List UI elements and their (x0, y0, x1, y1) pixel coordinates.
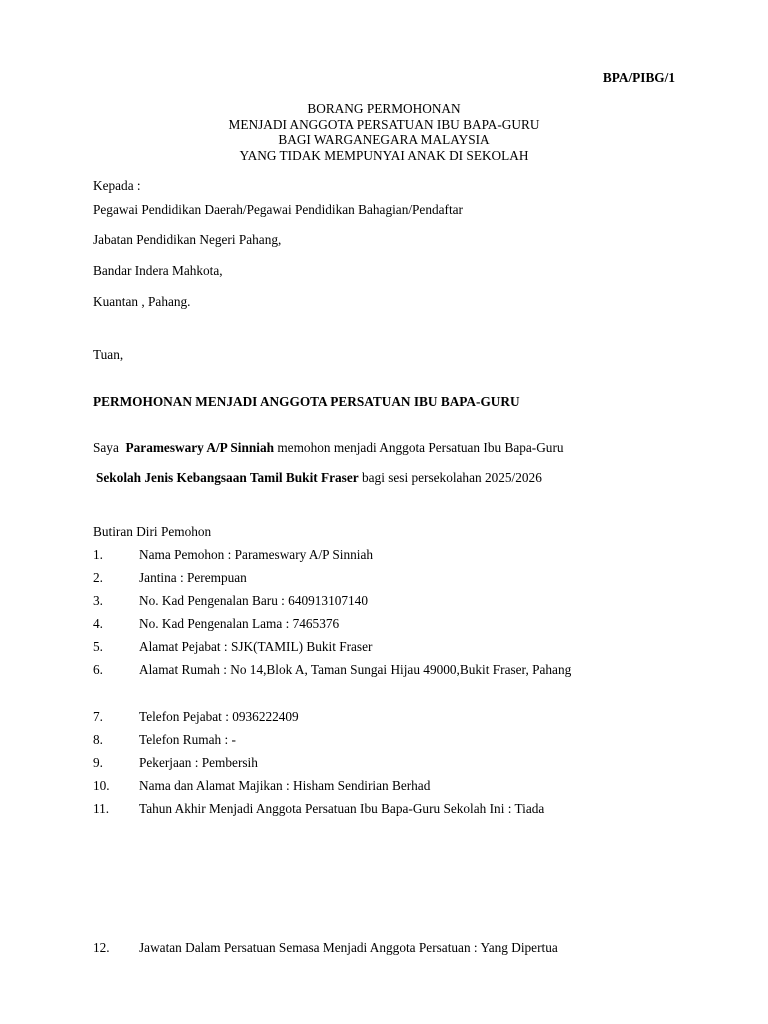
detail-item (0, 709, 768, 725)
detail-text: Jantina : Perempuan (139, 570, 247, 585)
form-code: BPA/PIBG/1 (602, 70, 675, 85)
detail-item (0, 639, 768, 655)
detail-item (0, 616, 768, 632)
title-line: MENJADI ANGGOTA PERSATUAN IBU BAPA-GURU (228, 116, 540, 132)
detail-text: Telefon Rumah : - (139, 732, 236, 747)
detail-number: 10. (93, 778, 110, 793)
detail-number: 1. (93, 547, 103, 562)
detail-number: 5. (93, 639, 103, 654)
title-line: YANG TIDAK MEMPUNYAI ANAK DI SEKOLAH (239, 147, 529, 163)
recipient-label: Kepada : (93, 178, 141, 193)
salutation: Tuan, (93, 347, 124, 362)
detail-text: Tahun Akhir Menjadi Anggota Persatuan Ibu Bapa-Guru Sekolah Ini : Tiada (139, 801, 545, 816)
detail-text: Alamat Pejabat : SJK(TAMIL) Bukit Fraser (139, 639, 373, 654)
recipient-line: Bandar Indera Mahkota, (93, 263, 223, 278)
recipient-line: Jabatan Pendidikan Negeri Pahang, (93, 232, 282, 247)
detail-item (0, 547, 768, 563)
detail-item (0, 778, 768, 794)
detail-number: 7. (93, 709, 103, 724)
detail-number: 3. (93, 593, 103, 608)
detail-text: Nama Pemohon : Parameswary A/P Sinniah (139, 547, 374, 562)
title-line: BORANG PERMOHONAN (307, 101, 461, 116)
detail-number: 4. (93, 616, 103, 631)
details-heading: Butiran Diri Pemohon (93, 524, 212, 539)
detail-item (0, 593, 768, 609)
detail-text: No. Kad Pengenalan Lama : 7465376 (139, 616, 340, 631)
detail-item (0, 755, 768, 771)
title-line: BAGI WARGANEGARA MALAYSIA (278, 132, 490, 147)
detail-text: Nama dan Alamat Majikan : Hisham Sendirian Berhad (139, 778, 431, 793)
detail-text: Telefon Pejabat : 0936222409 (139, 709, 299, 724)
form-title (0, 101, 768, 163)
detail-text: Alamat Rumah : No 14,Blok A, Taman Sungai Hijau 49000,Bukit Fraser, Pahang (139, 662, 572, 677)
detail-number: 6. (93, 662, 103, 677)
subject-heading: PERMOHONAN MENJADI ANGGOTA PERSATUAN IBU BAPA-GURU (93, 394, 520, 409)
detail-number: 9. (93, 755, 103, 770)
school-name: Sekolah Jenis Kebangsaan Tamil Bukit Fraser (96, 470, 359, 485)
detail-text: Pekerjaan : Pembersih (139, 755, 258, 770)
detail-text: Jawatan Dalam Persatuan Semasa Menjadi Anggota Persatuan : Yang Dipertua (139, 940, 558, 955)
body-line-2 (96, 470, 542, 486)
detail-item (0, 570, 768, 586)
body-prefix: Saya (93, 440, 119, 455)
detail-item (0, 732, 768, 748)
detail-number: 2. (93, 570, 103, 585)
detail-number: 11. (93, 801, 110, 816)
recipient-line: Pegawai Pendidikan Daerah/Pegawai Pendidikan Bahagian/Pendaftar (93, 202, 463, 217)
detail-item (0, 801, 768, 817)
detail-item (0, 662, 768, 678)
detail-number: 8. (93, 732, 103, 747)
applicant-name: Parameswary A/P Sinniah (125, 440, 275, 455)
detail-text: No. Kad Pengenalan Baru : 640913107140 (139, 593, 368, 608)
detail-number: 12. (93, 940, 110, 955)
session-text: bagi sesi persekolahan 2025/2026 (362, 470, 542, 485)
body-suffix: memohon menjadi Anggota Persatuan Ibu Bapa-Guru (277, 440, 564, 455)
recipient-line: Kuantan , Pahang. (93, 294, 191, 309)
body-line-1 (93, 440, 564, 456)
detail-item (0, 940, 768, 956)
